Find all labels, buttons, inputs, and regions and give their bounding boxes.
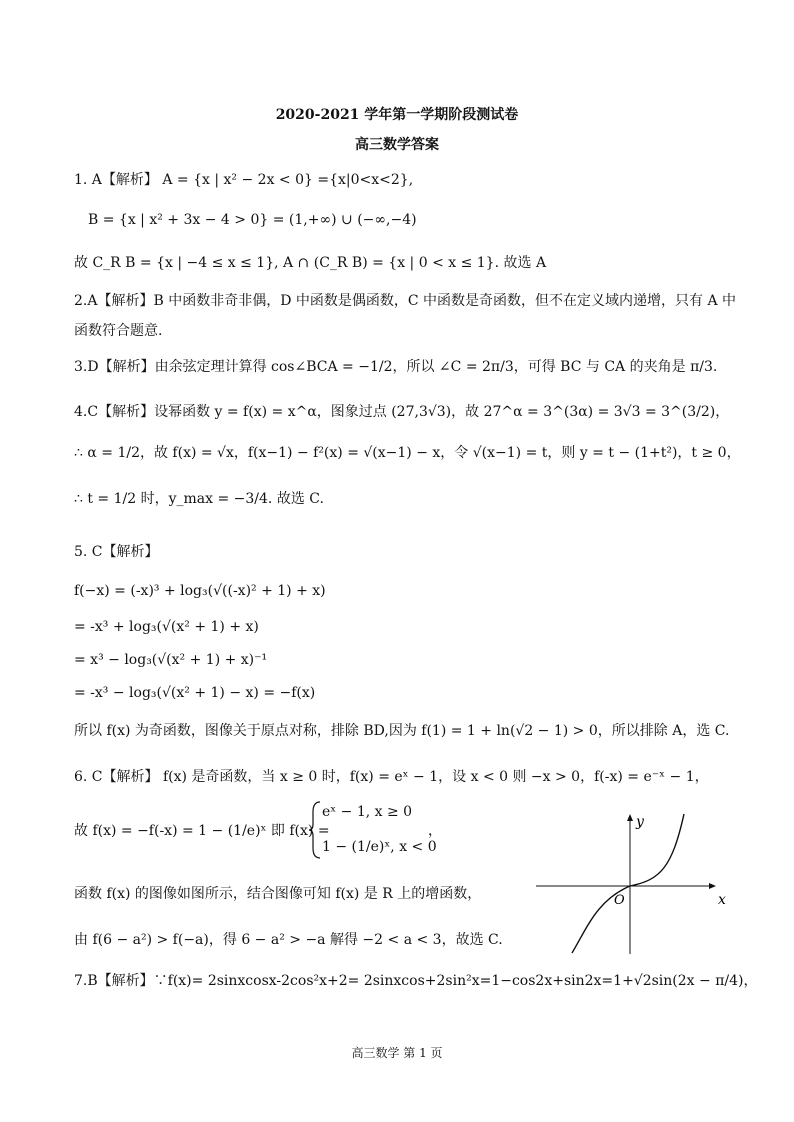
answer-6-conclusion: 由 f(6 − a²) > f(−a)，得 6 − a² > −a 解得 −2 < a < 3，故选 C. (74, 932, 503, 948)
y-axis-arrow-icon (627, 814, 633, 821)
answer-2-line: 2.A【解析】B 中函数非奇非偶，D 中函数是偶函数，C 中函数是奇函数，但不在定义域内递增，只有 A 中 (74, 293, 737, 309)
answer-1-set-b: B = {x | x² + 3x − 4 > 0} = (1,+∞) ∪ (−∞,−4) (88, 212, 417, 228)
answer-2-line-cont: 函数符合题意. (74, 323, 163, 339)
answer-5-derivation-4: = -x³ − log₃(√(x² + 1) − x) = −f(x) (74, 685, 316, 701)
answer-3-line: 3.D【解析】由余弦定理计算得 cos∠BCA = −1/2，所以 ∠C = 2π/3，可得 BC 与 CA 的夹角是 π/3. (74, 359, 718, 375)
piecewise-brace (308, 800, 322, 860)
answer-5-heading: 5. C【解析】 (74, 544, 159, 560)
origin-label: O (614, 893, 625, 908)
answer-1-line: 1. A【解析】 A = {x | x² − 2x < 0} ={x|0<x<2}, (74, 172, 414, 188)
answer-1-conclusion: 故 C_R B = {x | −4 ≤ x ≤ 1}, A ∩ (C_R B) = {x | 0 < x ≤ 1}. 故选 A (74, 255, 547, 271)
answer-6-graph-note: 函数 f(x) 的图像如图所示，结合图像可知 f(x) 是 R 上的增函数， (74, 886, 482, 902)
function-curve (572, 814, 684, 953)
answer-4-line-2: ∴ α = 1/2，故 f(x) = √x，f(x−1) − f²(x) = √(x−1) − x，令 √(x−1) = t，则 y = t − (1+t²)，t ≥ 0， (74, 445, 741, 461)
y-axis-label: y (636, 814, 644, 830)
answer-5-derivation-2: = -x³ + log₃(√(x² + 1) + x) (74, 619, 259, 635)
answer-6-piecewise-lead: 故 f(x) = −f(-x) = 1 − (1/e)ˣ 即 f(x) = (74, 823, 330, 839)
answer-7-line: 7.B【解析】∵f(x)= 2sinxcosx-2cos²x+2= 2sinxcos+2sin²x=1−cos2x+sin2x=1+√2sin(2x − π/4)， (74, 973, 758, 989)
answer-5-derivation-3: = x³ − log₃(√(x² + 1) + x)⁻¹ (74, 652, 268, 668)
page-subtitle: 高三数学答案 (355, 137, 439, 153)
x-axis-arrow-icon (709, 883, 716, 889)
page-title: 2020-2021 学年第一学期阶段测试卷 (275, 107, 519, 123)
answer-6-line: 6. C【解析】 f(x) 是奇函数，当 x ≥ 0 时，f(x) = eˣ − 1，设 x < 0 则 −x > 0，f(-x) = e⁻ˣ − 1， (74, 769, 709, 785)
page-footer: 高三数学 第 1 页 (351, 1046, 443, 1060)
piecewise-case-2: 1 − (1/e)ˣ, x < 0 (322, 839, 437, 855)
answer-5-derivation-1: f(−x) = (-x)³ + log₃(√((-x)² + 1) + x) (74, 583, 326, 599)
piecewise-comma: ， (428, 823, 442, 839)
x-axis-label: x (718, 892, 726, 908)
answer-4-line-3: ∴ t = 1/2 时，y_max = −3/4. 故选 C. (74, 491, 324, 507)
answer-5-conclusion: 所以 f(x) 为奇函数，图像关于原点对称，排除 BD,因为 f(1) = 1 + ln(√2 − 1) > 0，所以排除 A，选 C. (74, 723, 730, 739)
function-graph (532, 808, 732, 958)
answer-4-line: 4.C【解析】设幂函数 y = f(x) = x^α，图象过点 (27,3√3)，故 27^α = 3^(3α) = 3√3 = 3^(3/2)， (74, 404, 730, 420)
piecewise-case-1: eˣ − 1, x ≥ 0 (322, 804, 413, 820)
